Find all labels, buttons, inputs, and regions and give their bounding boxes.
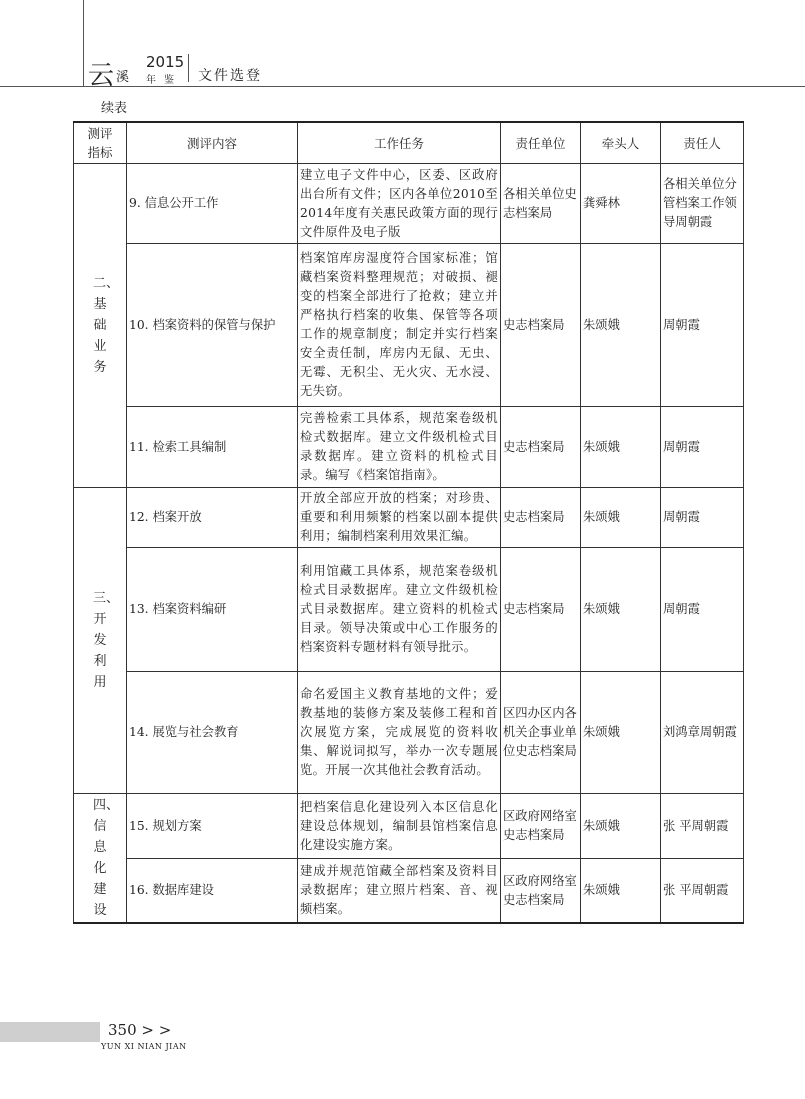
row-unit: 史志档案局 [501,407,581,488]
row-content: 14. 展览与社会教育 [127,672,298,794]
row-unit: 史志档案局 [501,244,581,407]
table-row [74,548,744,672]
category-basic: 二、基础业务 [74,164,127,488]
row-responsible: 张 平周朝霞 [661,794,744,859]
table-row [74,672,744,794]
table-row [74,244,744,407]
table-row [74,164,744,244]
row-responsible: 周朝霞 [661,488,744,548]
row-content: 9. 信息公开工作 [127,164,298,244]
row-task: 档案馆库房湿度符合国家标准；馆藏档案资料整理规范；对破损、褪变的档案全部进行了抢救；建立并严格执行档案的收集、保管等各项工作的规章制度；制定并实行档案安全责任制，库房内无鼠、无虫、无霉、无积尘、无火灾、无水浸、无失窃。 [298,244,501,407]
row-lead: 朱颂娥 [581,548,661,672]
row-lead: 朱颂娥 [581,407,661,488]
row-content: 13. 档案资料编研 [127,548,298,672]
row-content: 12. 档案开放 [127,488,298,548]
table-row [74,794,744,859]
row-content: 11. 检索工具编制 [127,407,298,488]
header-indicator: 测评指标 [74,122,127,164]
header-task: 工作任务 [298,122,501,164]
row-responsible: 各相关单位分管档案工作领导周朝霞 [661,164,744,244]
row-task: 把档案信息化建设列入本区信息化建设总体规划，编制县馆档案信息化建设实施方案。 [298,794,501,859]
row-unit: 区四办区内各机关企事业单位史志档案局 [501,672,581,794]
header-lead: 牵头人 [581,122,661,164]
brand-char-xi: 溪 [116,70,130,85]
row-responsible: 周朝霞 [661,407,744,488]
header-content: 测评内容 [127,122,298,164]
header-separator [188,54,189,82]
row-lead: 朱颂娥 [581,244,661,407]
row-task: 完善检索工具体系，规范案卷级机检式数据库。建立文件级机检式目录数据库。建立资料的机检式目录。编写《档案馆指南》。 [298,407,501,488]
row-responsible: 张 平周朝霞 [661,859,744,923]
page-number: 350 > > [108,1021,172,1039]
table-row [74,407,744,488]
row-unit: 史志档案局 [501,488,581,548]
section-title: 文件选登 [198,68,262,84]
row-task: 命名爱国主义教育基地的文件；爱教基地的装修方案及装修工程和首次展览方案，完成展览的资料收集、解说词拟写，举办一次专题展览。开展一次其他社会教育活动。 [298,672,501,794]
header-vertical-rule [83,0,84,86]
row-lead: 朱颂娥 [581,672,661,794]
footer-bar [0,1022,100,1042]
row-task: 建成并规范馆藏全部档案及资料目录数据库；建立照片档案、音、视频档案。 [298,859,501,923]
continued-label: 续表 [101,101,128,116]
row-lead: 朱颂娥 [581,859,661,923]
footer-text: YUN XI NIAN JIAN [101,1042,187,1051]
row-task: 开放全部应开放的档案；对珍贵、重要和利用频繁的档案以副本提供利用；编制档案利用效果汇编。 [298,488,501,548]
row-unit: 区政府网络室史志档案局 [501,794,581,859]
row-lead: 朱颂娥 [581,488,661,548]
brand-char-yun: 云 [88,61,115,91]
row-responsible: 周朝霞 [661,548,744,672]
row-content: 15. 规划方案 [127,794,298,859]
row-unit: 史志档案局 [501,548,581,672]
table-row [74,859,744,923]
row-task: 建立电子文件中心，区委、区政府出台所有文件；区内各单位2010至2014年度有关惠民政策方面的现行文件原件及电子版 [298,164,501,244]
row-task: 利用馆藏工具体系，规范案卷级机检式目录数据库。建立文件级机检式目录数据库。建立资料的机检式目录。领导决策或中心工作服务的档案资料专题材料有领导批示。 [298,548,501,672]
row-responsible: 刘鸿章周朝霞 [661,672,744,794]
evaluation-table [73,121,744,924]
header-responsible: 责任人 [661,122,744,164]
yearbook-label: 年鉴 [146,75,182,86]
year-label: 2015 [146,53,185,71]
row-unit: 区政府网络室史志档案局 [501,859,581,923]
row-responsible: 周朝霞 [661,244,744,407]
row-lead: 龚舜林 [581,164,661,244]
page-header [0,0,805,100]
table-header-row [74,122,744,164]
header-horizontal-rule [0,86,805,87]
row-content: 16. 数据库建设 [127,859,298,923]
row-unit: 各相关单位史志档案局 [501,164,581,244]
category-development: 三、开发利用 [74,488,127,794]
table-row [74,488,744,548]
row-content: 10. 档案资料的保管与保护 [127,244,298,407]
row-lead: 朱颂娥 [581,794,661,859]
category-informatization: 四、信息化建设 [74,794,127,924]
header-unit: 责任单位 [501,122,581,164]
